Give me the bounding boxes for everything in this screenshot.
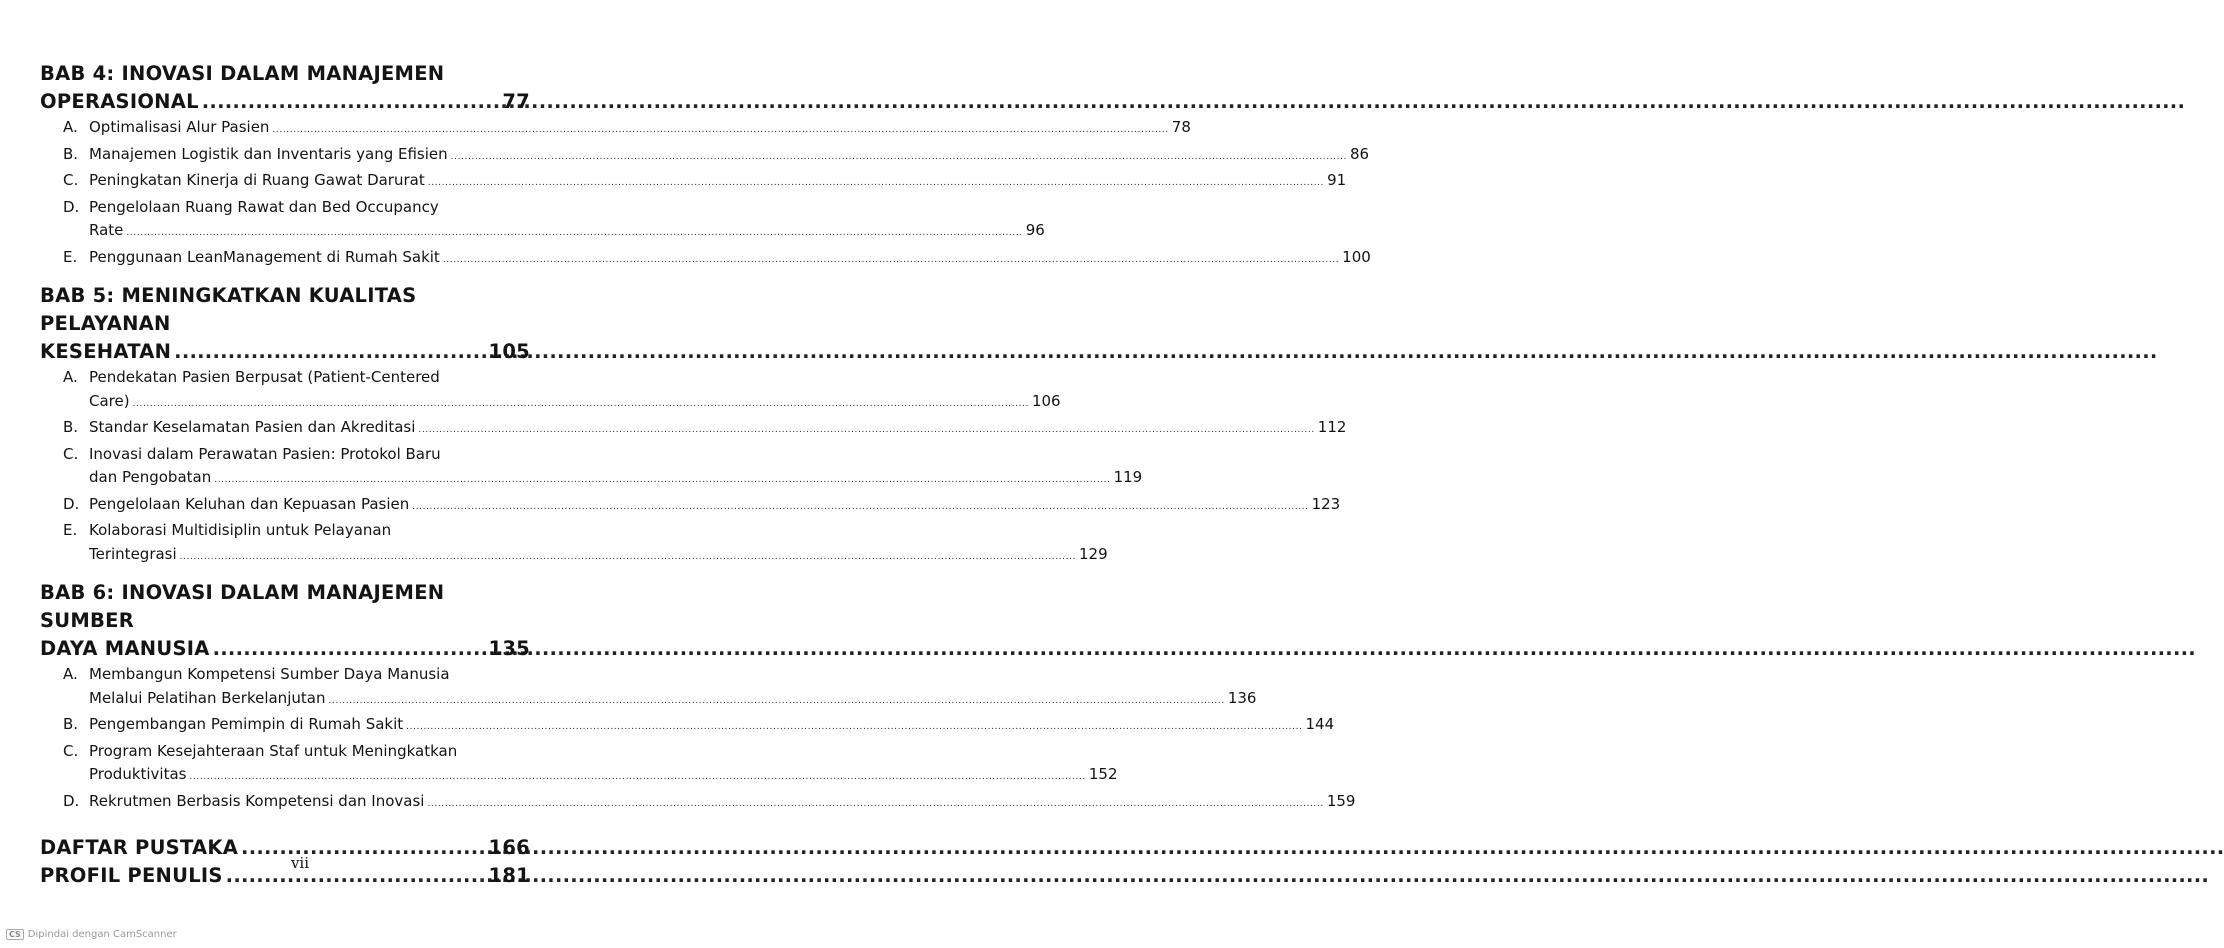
- dot-leader: [427, 793, 1323, 817]
- section-title-last: [89, 687, 1256, 714]
- section-body: [89, 416, 1346, 443]
- section-body: [89, 713, 1334, 740]
- dot-leader: [133, 393, 1029, 417]
- section-entry: [40, 169, 1347, 196]
- section-letter: E.: [63, 247, 78, 266]
- section-title-last: [89, 790, 1355, 817]
- section-page-number: 159: [1326, 791, 1356, 810]
- camscanner-icon: CS: [6, 929, 24, 940]
- section-title: dan Pengobatan: [89, 468, 212, 486]
- section-letter: D.: [63, 791, 80, 810]
- section-title: Pengembangan Pemimpin di Rumah Sakit: [89, 715, 404, 733]
- section-title: Care): [89, 391, 130, 410]
- section-title-last: [89, 390, 1061, 417]
- section-entry: [40, 443, 1143, 493]
- section-letter: A.: [63, 665, 78, 683]
- section-title-last: [89, 143, 1369, 170]
- section-entry: [40, 790, 1356, 817]
- section-page-number: 106: [1031, 391, 1061, 410]
- dot-leader: [202, 88, 500, 116]
- chapter-title-cont: OPERASIONAL: [40, 90, 199, 113]
- section-body: [89, 246, 1371, 273]
- section-page-number: 100: [1342, 247, 1371, 266]
- section-title: Peningkatan Kinerja di Ruang Gawat Darurat: [89, 171, 425, 189]
- section-title-last: [89, 169, 1346, 196]
- section-title-last: [89, 416, 1346, 443]
- section-title: Rekrutmen Berbasis Kompetensi dan Inovasi: [89, 791, 425, 810]
- section-entry: [40, 366, 1061, 416]
- chapter-title: BAB 5: MENINGKATKAN KUALITAS PELAYANAN: [40, 284, 417, 335]
- dot-leader: [180, 546, 1076, 570]
- section-entry: [40, 519, 1108, 569]
- scanner-watermark: [6, 929, 177, 940]
- section-entry: [40, 713, 1335, 740]
- chapter-page-number: 135: [488, 637, 530, 660]
- section-page-number: 96: [1025, 221, 1045, 239]
- dot-leader: [190, 766, 1086, 790]
- section-title-last: [89, 543, 1108, 570]
- section-letter: D.: [63, 494, 80, 513]
- section-body: [89, 169, 1346, 196]
- section-letter: C.: [63, 741, 79, 760]
- section-title: Produktivitas: [89, 765, 187, 783]
- section-entry: [40, 196, 1045, 246]
- dot-leader: [174, 338, 485, 366]
- section-title: Optimalisasi Alur Pasien: [89, 118, 270, 136]
- dot-leader: [412, 496, 1308, 520]
- page-number: vii: [290, 854, 310, 872]
- scanner-text: Dipindai dengan CamScanner: [27, 929, 177, 940]
- dot-leader: [406, 716, 1302, 740]
- section-body: [89, 443, 1142, 493]
- section-page-number: 78: [1171, 118, 1191, 136]
- section-page-number: 129: [1079, 544, 1108, 563]
- section-entry: [40, 116, 1191, 143]
- section-entry: [40, 143, 1370, 170]
- section-body: [89, 143, 1369, 170]
- back-matter-title: DAFTAR PUSTAKA: [40, 836, 239, 859]
- section-title: Standar Keselamatan Pasien dan Akreditasi: [89, 418, 416, 436]
- dot-leader: [328, 690, 1224, 714]
- chapter-entry: [40, 282, 1347, 569]
- section-title-line: Inovasi dalam Perawatan Pasien: Protokol Baru: [89, 444, 441, 463]
- dot-leader: [213, 635, 486, 663]
- section-page-number: 144: [1305, 715, 1335, 733]
- section-letter: B.: [63, 715, 79, 733]
- section-entry: [40, 663, 1257, 713]
- section-letter: A.: [63, 368, 78, 386]
- section-body: [89, 663, 1256, 713]
- back-matter-title: PROFIL PENULIS: [40, 864, 223, 887]
- dot-leader: [272, 119, 1168, 143]
- section-letter: A.: [63, 118, 78, 136]
- section-title-last: [89, 116, 1191, 143]
- section-title-line: Pendekatan Pasien Berpusat (Patient-Centered: [89, 368, 440, 386]
- section-title-last: [89, 713, 1334, 740]
- section-title-line: Pengelolaan Ruang Rawat dan Bed Occupancy: [89, 197, 439, 216]
- section-page-number: 136: [1227, 688, 1257, 707]
- section-entry: [40, 740, 1118, 790]
- chapter-page-number: 77: [502, 90, 530, 113]
- dot-leader: [126, 222, 1022, 246]
- section-title: Melalui Pelatihan Berkelanjutan: [89, 688, 326, 707]
- section-body: [89, 790, 1355, 817]
- section-body: [89, 519, 1108, 569]
- chapter-title: BAB 4: INOVASI DALAM MANAJEMEN: [40, 62, 445, 85]
- section-entry: [40, 416, 1347, 443]
- section-page-number: 91: [1327, 171, 1347, 189]
- section-body: [89, 196, 1045, 246]
- chapter-title-line: [40, 635, 530, 663]
- section-title-last: [89, 493, 1340, 520]
- section-title: Manajemen Logistik dan Inventaris yang Efisien: [89, 144, 448, 163]
- dot-leader: [451, 146, 1347, 170]
- section-title: Penggunaan LeanManagement di Rumah Sakit: [89, 247, 440, 266]
- dot-leader: [443, 249, 1339, 273]
- chapter-title-cont: KESEHATAN: [40, 340, 172, 363]
- dot-leader: [214, 469, 1110, 493]
- section-letter: C.: [63, 444, 79, 463]
- section-body: [89, 493, 1340, 520]
- section-page-number: 152: [1088, 765, 1118, 783]
- chapter-title: BAB 6: INOVASI DALAM MANAJEMEN SUMBER: [40, 581, 445, 632]
- section-page-number: 86: [1350, 144, 1370, 163]
- section-title-line: Kolaborasi Multidisiplin untuk Pelayanan: [89, 521, 392, 539]
- section-page-number: 119: [1113, 468, 1143, 486]
- section-title-last: [89, 466, 1142, 493]
- section-title-last: [89, 763, 1118, 790]
- table-of-contents: [40, 60, 1371, 890]
- section-title: Terintegrasi: [89, 544, 177, 563]
- back-matter-page-number: 166: [488, 836, 530, 859]
- chapter-page-number: 105: [488, 340, 530, 363]
- section-body: [89, 366, 1061, 416]
- section-page-number: 123: [1311, 494, 1341, 513]
- section-entry: [40, 493, 1341, 520]
- section-title-line: Program Kesejahteraan Staf untuk Meningkatkan: [89, 741, 458, 760]
- dot-leader: [428, 172, 1324, 196]
- section-letter: B.: [63, 144, 79, 163]
- section-title: Pengelolaan Keluhan dan Kepuasan Pasien: [89, 494, 410, 513]
- section-title-line: Membangun Kompetensi Sumber Daya Manusia: [89, 665, 450, 683]
- chapter-title-cont: DAYA MANUSIA: [40, 637, 210, 660]
- chapter-title-line: [40, 88, 530, 116]
- dot-leader: [418, 419, 1314, 443]
- section-body: [89, 116, 1191, 143]
- section-body: [89, 740, 1118, 790]
- chapter-entry: [40, 60, 1371, 272]
- section-letter: D.: [63, 197, 80, 216]
- section-letter: B.: [63, 418, 79, 436]
- section-page-number: 112: [1317, 418, 1347, 436]
- section-entry: [40, 246, 1371, 273]
- section-letter: C.: [63, 171, 79, 189]
- chapter-title-line: [40, 338, 530, 366]
- section-title-last: [89, 219, 1045, 246]
- chapter-entry: [40, 579, 1356, 816]
- section-title: Rate: [89, 221, 124, 239]
- section-letter: E.: [63, 521, 78, 539]
- back-matter-page-number: 181: [488, 864, 530, 887]
- section-title-last: [89, 246, 1371, 273]
